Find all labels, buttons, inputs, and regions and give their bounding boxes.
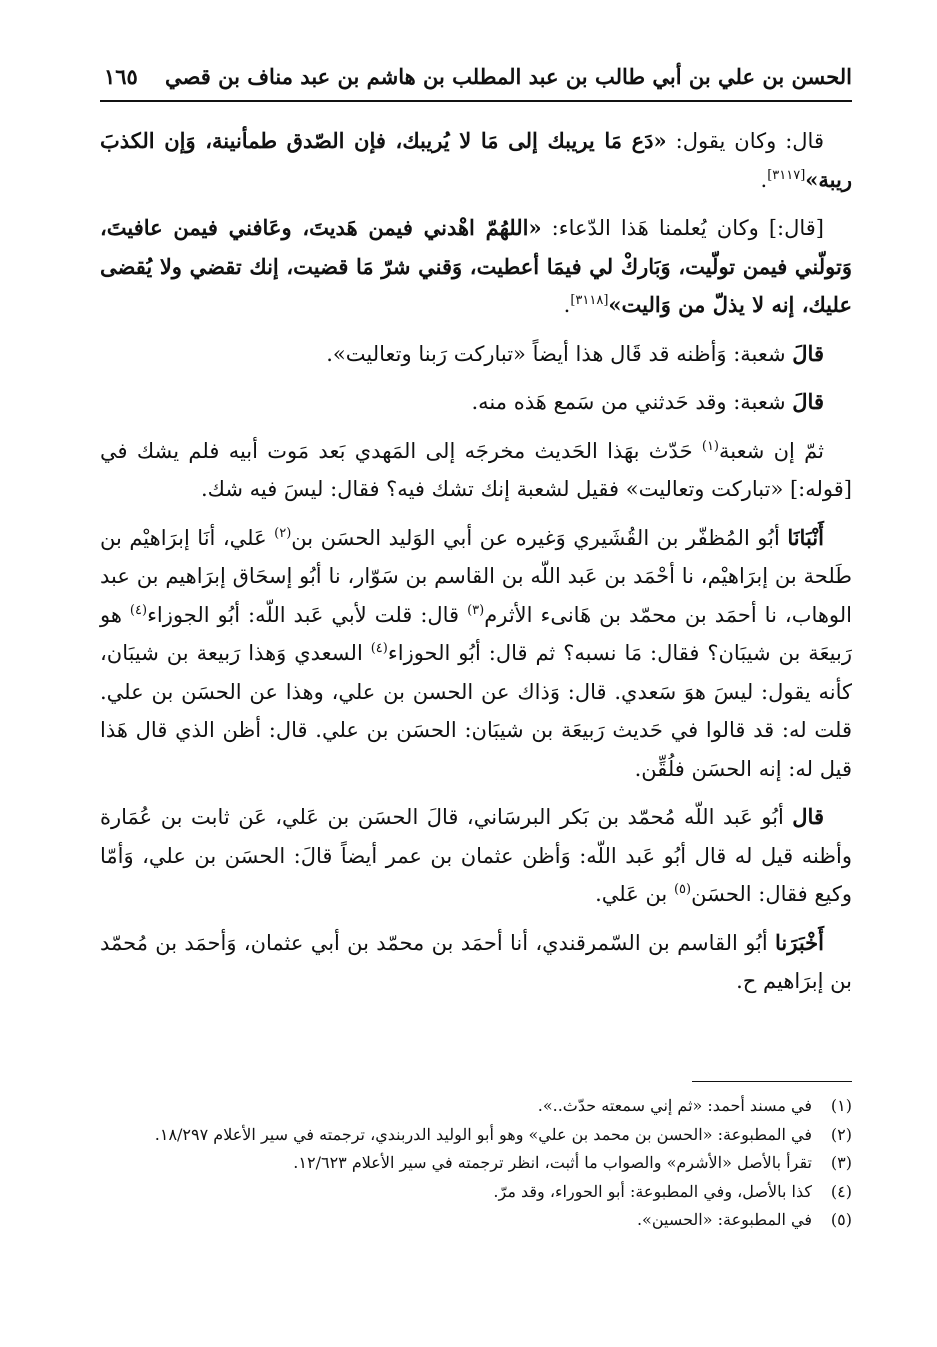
- bold-text: أَنْبَانَا: [787, 524, 824, 550]
- footnote-text: كذا بالأصل، وفي المطبوعة: أبو الحوراء، وقد مرّ.: [493, 1181, 812, 1201]
- paragraph: [100, 924, 852, 1001]
- footnote-ref: (٣): [467, 602, 485, 618]
- text-run: السعدي وَهذا رَبيعة بن شيبَان، كأنه يقول: ليسَ هوَ سَعدي. قال: وَذاك عن الحسن بن علي، وهذا عن الحسَن بن علي. قلت له: قد قالوا في حَديث رَبيعَة بن شيبَان: الحسَن بن علي. قال: أظن الذي قال هَذا قيل له: إنه الحسَن فلُقِّن.: [100, 641, 852, 781]
- text-run: أبُو المُظفّر بن القُشَيري وَغيره عن أبي الوَليد الحسَن بن: [291, 525, 788, 550]
- running-title: الحسن بن علي بن أبي طالب بن عبد المطلب بن هاشم بن عبد مناف بن قصي: [165, 64, 852, 89]
- text-run: [قال:] وكان يُعلمنا هَذا الدّعاء:: [541, 216, 824, 240]
- footnote: [100, 1206, 852, 1235]
- footnote-text: في المطبوعة: «الحسن بن محمد بن علي» وهو أبو الوليد الدربندي، ترجمته في سير الأعلام ١٨/٢٩٧.: [154, 1124, 812, 1144]
- footnote-ref: (٢): [274, 525, 292, 541]
- text-run: حَدّث بهَذا الحَديث مخرجَه إلى المَهدي بَعد مَوت أبيه فلم يشك في [قوله:] «تباركت وتعاليت» فقيل لشعبة إنك تشك فيه؟ فقال: ليسَ فيه شك.: [100, 438, 852, 501]
- paragraph: [100, 209, 852, 325]
- paragraph: [100, 432, 852, 509]
- paragraph: [100, 519, 852, 789]
- footnote-ref: (٤): [370, 641, 388, 656]
- footnote-text: تقرأ بالأصل «الأشرم» والصواب ما أثبت، انظر ترجمته في سير الأعلام ١٢/٦٢٣.: [293, 1153, 812, 1172]
- footnote-text: في مسند أحمد: «ثم إني سمعته حدّث..».: [537, 1096, 812, 1115]
- footnote-ref: [٣١١٨]: [570, 293, 609, 308]
- footnote-separator: [692, 1081, 852, 1082]
- bold-text: «اللهُمّ اهْدني فيمن هَديتَ، وعَافني فيمن عافيتَ، وَتولّني فيمن تولّيت، وَبَاركْ لي فيمَا أعطيت، وَقني شرّ مَا قضيت، إنك تقضي ولا يُقضى عليك، إنه لا يذلّ من وَاليت»: [100, 215, 852, 317]
- footnote-number: (٤): [830, 1181, 852, 1201]
- paragraph: [100, 335, 852, 374]
- paragraph: [100, 383, 852, 422]
- footnote-ref: [٣١١٧]: [767, 167, 806, 183]
- footnote: [100, 1149, 852, 1178]
- page-number: ١٦٥: [104, 64, 138, 89]
- footnote-text: في المطبوعة: «الحسين».: [636, 1210, 812, 1229]
- footnote-ref: (٥): [673, 882, 692, 897]
- text-run: بن عَلي.: [595, 882, 674, 906]
- footnote-number: (١): [830, 1096, 852, 1115]
- bold-text: قالَ: [792, 389, 824, 414]
- text-run: أبُو القاسم بن السّمرقندي، أنا أحمَد بن محمّد بن أبي عثمان، وَأحمَد بن مُحمّد بن إبرَاهيم ح.: [100, 930, 852, 993]
- footnote-ref: (٤): [129, 602, 148, 618]
- footnotes: [100, 1092, 852, 1235]
- main-text: [100, 122, 852, 1001]
- footnote: [100, 1092, 852, 1121]
- bold-text: أَخْبَرَنا: [775, 929, 824, 955]
- footnote: [100, 1178, 852, 1207]
- text-run: هو رَبيعَة بن شيبَان؟ فقال: مَا نسبه؟ ثم قال: أبُو الحوزاء: [100, 602, 853, 665]
- footnote: [100, 1121, 852, 1150]
- text-run: عَلي، أنَا إبرَاهيْم بن طَلحة بن إبرَاهيْم، نا أحْمَد بن عَبد اللّه بن القاسم بن سَوّار، نا أبُو إسحَاق إبرَاهيم بن عبد الوهاب، نا أحمَد بن محمّد بن هَانىء الأثرم: [100, 525, 853, 627]
- text-run: .: [563, 293, 571, 317]
- text-run: ثمّ إن شعبة: [719, 438, 825, 463]
- bold-text: قالَ: [792, 340, 824, 366]
- paragraph: [100, 798, 852, 914]
- text-run: .: [760, 167, 768, 192]
- footnote-number: (٥): [830, 1210, 852, 1229]
- paragraph: [100, 122, 852, 199]
- bold-text: «دَع مَا يريبك إلى مَا لا يُريبك، فإن الصّدق طمأنينة، وَإن الكذبَ ريبة»: [100, 128, 852, 192]
- footnote-ref: (١): [701, 438, 719, 454]
- text-run: قال: وكان يقول:: [666, 129, 824, 153]
- footnote-number: (٣): [830, 1153, 852, 1172]
- text-run: قال: قلت لأبي عَبد اللّه: أبُو الجوزاء: [147, 602, 468, 627]
- page-header: [100, 58, 852, 102]
- text-run: أبُو عَبد اللّه مُحمّد بن بَكر البرسَاني، قالَ الحسَن بن عَلي، عَن ثابت بن عُمَارة وأظنه قيل له قال أبُو عَبد اللّه: وَأظن عثمان بن عمر أيضاً قالَ: الحسَن بن علي، وَأمّا وكيع فقال: الحسَن: [100, 805, 852, 906]
- bold-text: قال: [792, 804, 824, 829]
- footnote-number: (٢): [830, 1124, 852, 1144]
- text-run: شعبة: وَأظنه قد قَال هذا أيضاً «تباركت رَبنا وتعاليت».: [326, 341, 793, 366]
- text-run: شعبة: وقد حَدثني من سَمع هَذه منه.: [471, 390, 793, 414]
